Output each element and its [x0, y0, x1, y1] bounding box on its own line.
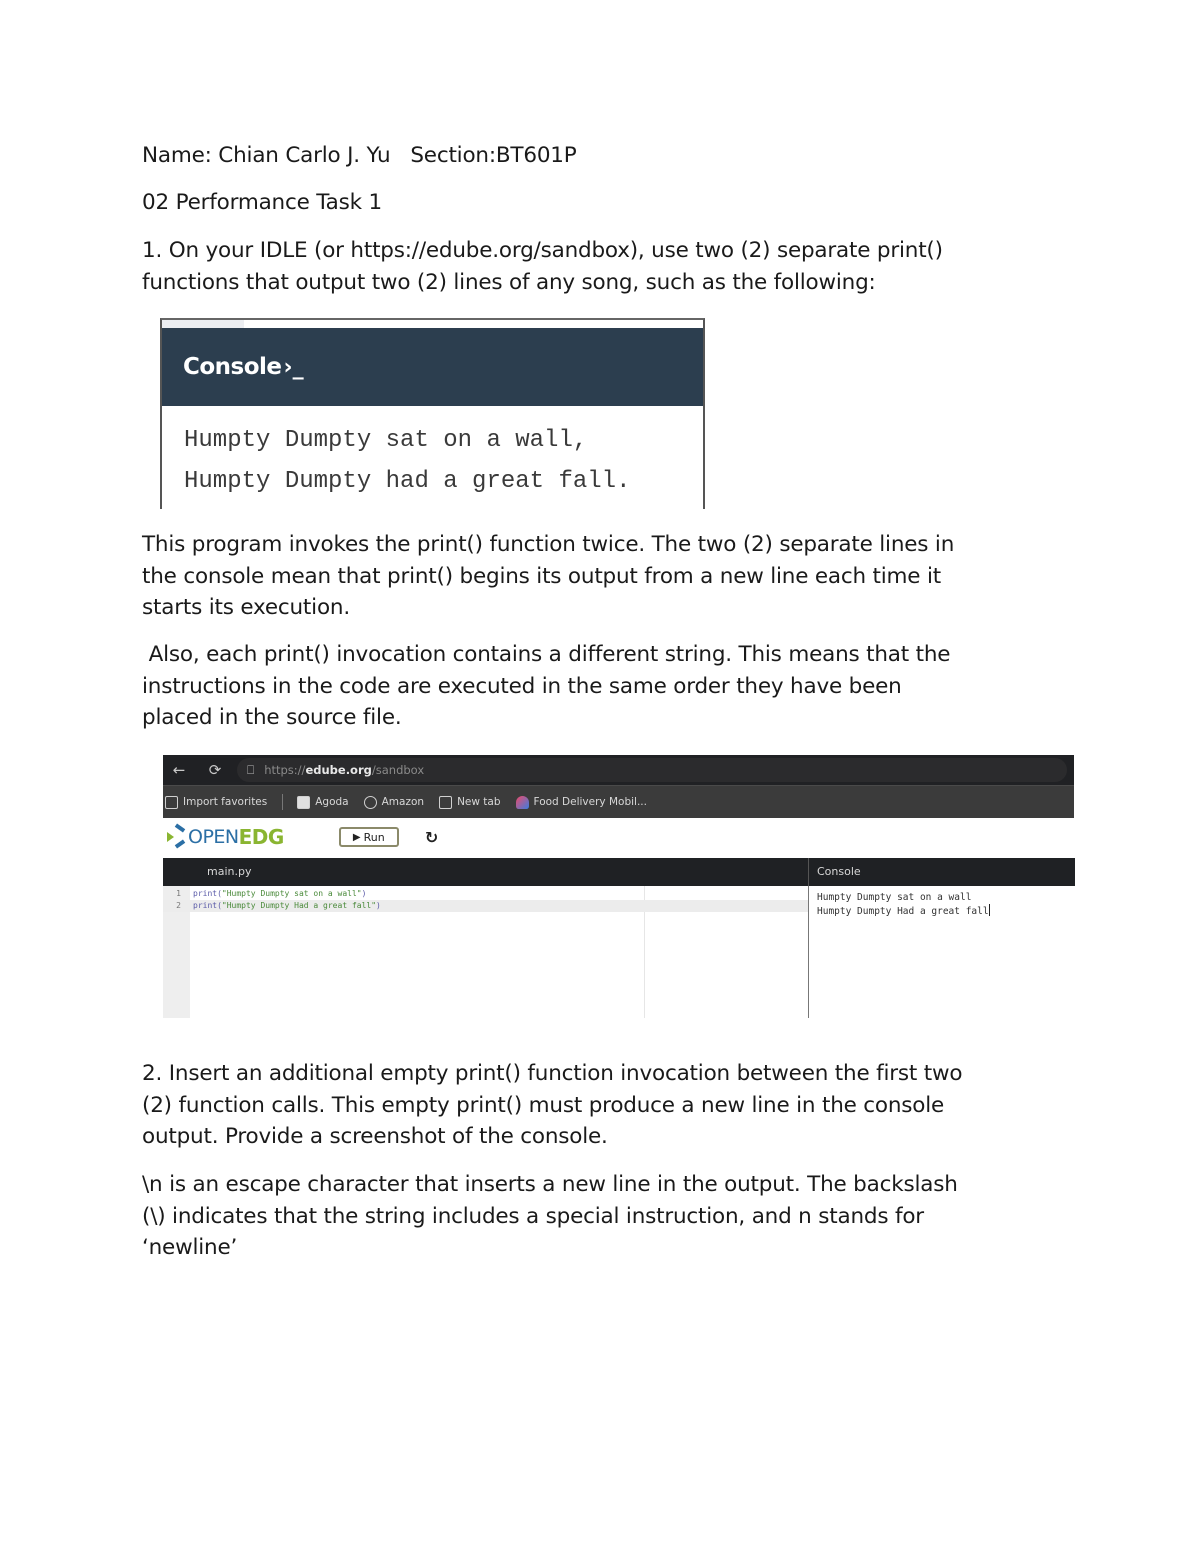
- play-icon: ▶: [352, 831, 361, 843]
- url-path: /sandbox: [371, 763, 425, 777]
- favorite-new-tab[interactable]: [439, 796, 500, 809]
- paragraph-line: This program invokes the print() function twice. The two (2) separate lines in: [142, 532, 955, 557]
- line-number: 1: [176, 889, 181, 898]
- code-string: "Humpty Dumpty sat on a wall": [221, 889, 362, 898]
- food-delivery-icon: [516, 796, 529, 809]
- favorite-label: New tab: [457, 796, 501, 808]
- favorite-label: Agoda: [315, 796, 349, 808]
- explanation-3: [142, 1169, 1072, 1264]
- paragraph-line: placed in the source file.: [142, 705, 402, 730]
- code-string: "Humpty Dumpty Had a great fall": [221, 901, 377, 910]
- console-panel-header: [808, 858, 1075, 886]
- q2-line: (2) function calls. This empty print() must produce a new line in the console: [142, 1092, 945, 1118]
- figure-top-strip: [162, 320, 703, 328]
- student-header: [142, 140, 1072, 172]
- console-header: [162, 328, 703, 406]
- logo-text-edg: EDG: [238, 825, 284, 849]
- q2-line: output. Provide a screenshot of the console.: [142, 1124, 608, 1149]
- logo-text-open: OPEN: [188, 826, 239, 848]
- favorite-import[interactable]: [165, 796, 267, 809]
- name-section-line: Name: Chian Carlo J. Yu Section:BT601P: [142, 143, 577, 168]
- console-output-line: Humpty Dumpty Had a great fall: [817, 906, 989, 917]
- favorites-bar: [163, 785, 1074, 818]
- openedg-logo: [167, 825, 284, 849]
- editor-header: [163, 858, 808, 886]
- code-text: [193, 900, 381, 912]
- paragraph-line: \n is an escape character that inserts a new line in the output. The backslash: [142, 1172, 958, 1197]
- paragraph-line: Also, each print() invocation contains a different string. This means that the: [142, 642, 951, 667]
- code-fn: print(: [193, 901, 222, 910]
- globe-icon: [364, 796, 377, 809]
- code-fn: print(: [193, 889, 222, 898]
- browser-address-bar: [163, 755, 1074, 785]
- console-output-line: Humpty Dumpty had a great fall.: [184, 468, 631, 495]
- example-console-figure: [160, 318, 705, 509]
- task-title-text: 02 Performance Task 1: [142, 190, 382, 215]
- reload-icon[interactable]: ⟳: [208, 761, 222, 779]
- favorite-label: Import favorites: [183, 796, 268, 808]
- sandbox-screenshot: [163, 755, 1074, 1018]
- url-host: edube.org: [305, 763, 372, 777]
- console-output-line: Humpty Dumpty sat on a wall: [817, 892, 972, 903]
- new-tab-icon: [439, 796, 452, 809]
- q1-line: 1. On your IDLE (or https://edube.org/sandbox), use two (2) separate print(): [142, 238, 943, 263]
- folder-icon: [165, 796, 178, 809]
- console-panel-title: Console: [817, 865, 861, 878]
- paragraph-line: the console mean that print() begins its output from a new line each time it: [142, 563, 941, 589]
- q2-line: 2. Insert an additional empty print() function invocation between the first two: [142, 1061, 963, 1086]
- text-caret: [989, 904, 990, 916]
- question-2: [142, 1058, 1072, 1153]
- console-output: [162, 406, 703, 502]
- explanation-2: [142, 639, 1072, 734]
- url-scheme: https://: [264, 763, 306, 777]
- code-end: ): [361, 889, 367, 898]
- run-label: Run: [363, 830, 385, 844]
- favorite-amazon[interactable]: [364, 796, 424, 809]
- code-editor[interactable]: [163, 888, 808, 912]
- q1-line: functions that output two (2) lines of any song, such as the following:: [142, 269, 876, 295]
- paragraph-line: instructions in the code are executed in the same order they have been: [142, 673, 902, 699]
- back-arrow-icon[interactable]: ←: [172, 761, 186, 779]
- console-panel: [808, 886, 1075, 1018]
- code-line: [163, 900, 808, 912]
- openedg-logo-icon: [167, 826, 187, 848]
- paragraph-line: ‘newline’: [142, 1235, 238, 1260]
- refresh-icon[interactable]: ↻: [424, 827, 439, 847]
- paragraph-line: starts its execution.: [142, 595, 350, 620]
- sandbox-toolbar: [163, 818, 1074, 856]
- explanation-1: [142, 529, 1072, 624]
- console-title: Console: [183, 354, 282, 380]
- code-text: [193, 888, 366, 900]
- console-output-line: Humpty Dumpty sat on a wall,: [184, 427, 588, 454]
- task-title: [142, 187, 1072, 219]
- agoda-icon: [297, 796, 310, 809]
- code-end: ): [376, 901, 381, 910]
- lock-icon: ⎕: [247, 762, 255, 777]
- favorite-label: Amazon: [381, 796, 425, 808]
- favorite-label: Food Delivery Mobil...: [533, 796, 647, 808]
- console-panel-output: [817, 891, 990, 918]
- favorites-divider: [282, 794, 283, 810]
- code-line: [163, 888, 808, 900]
- line-number: 2: [176, 901, 181, 910]
- question-1: [142, 235, 1072, 298]
- ide-panel: [163, 858, 1074, 1018]
- url-field[interactable]: [237, 758, 1067, 782]
- favorite-food-delivery[interactable]: [516, 796, 647, 809]
- terminal-prompt-icon: ›_: [283, 354, 304, 380]
- paragraph-line: (\) indicates that the string includes a special instruction, and n stands for: [142, 1203, 924, 1229]
- run-button[interactable]: [339, 827, 399, 847]
- tab-main-py[interactable]: main.py: [207, 865, 252, 878]
- favorite-agoda[interactable]: [297, 796, 348, 809]
